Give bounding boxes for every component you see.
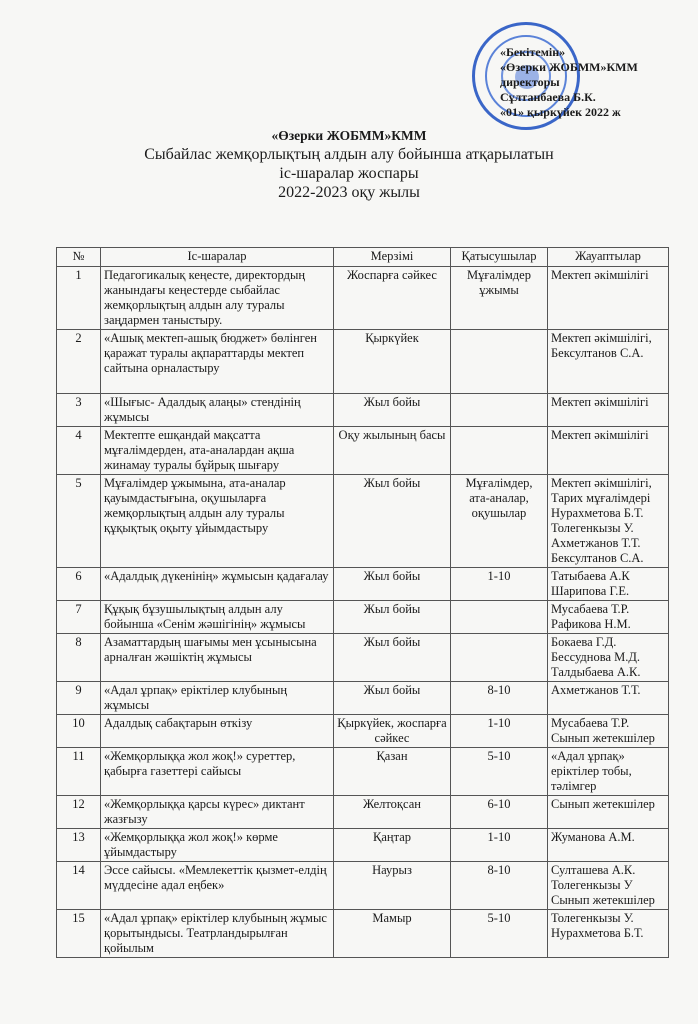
- table-row: [57, 475, 669, 568]
- document-title: [0, 145, 698, 202]
- participants-cell: 8-10: [451, 682, 548, 715]
- participants-cell: [451, 427, 548, 475]
- title-line: Сыбайлас жемқорлықтың алдын алу бойынша атқарылатын: [144, 146, 554, 163]
- column-header-number: №: [57, 248, 101, 267]
- approval-line: «Бекітемін»: [500, 45, 566, 59]
- term-cell: Қыркүйек, жоспарға сәйкес: [334, 715, 451, 748]
- participants-cell: 5-10: [451, 910, 548, 958]
- table-row: [57, 862, 669, 910]
- term-cell: Мамыр: [334, 910, 451, 958]
- participants-cell: [451, 601, 548, 634]
- table-row: [57, 748, 669, 796]
- responsible-cell: Мектеп әкімшілігі, Тарих мұғалімдері Нурахметова Б.Т. Толегенкызы У. Ахметжанов Т.Т. Бексултанов С.А.: [548, 475, 669, 568]
- table-row: [57, 796, 669, 829]
- table-row: [57, 394, 669, 427]
- participants-cell: 8-10: [451, 862, 548, 910]
- approval-line: директоры: [500, 75, 560, 89]
- responsible-cell: Бокаева Г.Д. Бессуднова М.Д. Талдыбаева А.К.: [548, 634, 669, 682]
- event-cell: Мектепте ешқандай мақсатта мұғалімдерден, ата-аналардан ақша жинамау туралы бұйрық шығару: [101, 427, 334, 475]
- participants-cell: 5-10: [451, 748, 548, 796]
- title-line: іс-шаралар жоспары: [279, 165, 419, 182]
- event-cell: «Шығыс- Адалдық алаңы» стендінің жұмысы: [101, 394, 334, 427]
- participants-cell: 1-10: [451, 568, 548, 601]
- column-header-responsible: Жауаптылар: [548, 248, 669, 267]
- participants-cell: 1-10: [451, 829, 548, 862]
- event-cell: Құқық бұзушылықтың алдын алу бойынша «Сенім жәшігінің» жұмысы: [101, 601, 334, 634]
- responsible-cell: Татыбаева А.К Шарипова Г.Е.: [548, 568, 669, 601]
- event-cell: «Адал ұрпақ» еріктілер клубының жұмыс қорытындысы. Театрландырылған қойылым: [101, 910, 334, 958]
- event-cell: Эссе сайысы. «Мемлекеттік қызмет-елдің мүддесіне адал еңбек»: [101, 862, 334, 910]
- table-row: [57, 682, 669, 715]
- row-number: 6: [57, 568, 101, 601]
- table-row: [57, 601, 669, 634]
- event-cell: «Жемқорлыққа жол жоқ!» көрме ұйымдастыру: [101, 829, 334, 862]
- plan-table: [56, 247, 669, 958]
- table-body: [57, 267, 669, 958]
- term-cell: Жыл бойы: [334, 634, 451, 682]
- participants-cell: [451, 394, 548, 427]
- approval-line: Сұлтанбаева Б.К.: [500, 90, 596, 104]
- row-number: 15: [57, 910, 101, 958]
- event-cell: Мұғалімдер ұжымына, ата-аналар қауымдастығына, оқушыларға жемқорлықтың алдын алу туралы құқықтық оқыту ұйымдастыру: [101, 475, 334, 568]
- event-cell: «Жемқорлыққа қарсы күрес» диктант жазғызу: [101, 796, 334, 829]
- table-row: [57, 910, 669, 958]
- event-cell: «Адалдық дүкенінің» жұмысын қадағалау: [101, 568, 334, 601]
- table-row: [57, 267, 669, 330]
- event-cell: Адалдық сабақтарын өткізу: [101, 715, 334, 748]
- responsible-cell: Жуманова А.М.: [548, 829, 669, 862]
- row-number: 9: [57, 682, 101, 715]
- table-row: [57, 829, 669, 862]
- column-header-event: Іс-шаралар: [101, 248, 334, 267]
- term-cell: Жыл бойы: [334, 601, 451, 634]
- term-cell: Жыл бойы: [334, 394, 451, 427]
- row-number: 2: [57, 330, 101, 394]
- term-cell: Желтоқсан: [334, 796, 451, 829]
- responsible-cell: Мектеп әкімшілігі: [548, 267, 669, 330]
- table-row: [57, 715, 669, 748]
- row-number: 8: [57, 634, 101, 682]
- participants-cell: Мұғалімдер ұжымы: [451, 267, 548, 330]
- event-cell: «Ашық мектеп-ашық бюджет» бөлінген қаражат туралы ақпараттарды мектеп сайтына орналастыру: [101, 330, 334, 394]
- participants-cell: Мұғалімдер, ата-аналар, оқушылар: [451, 475, 548, 568]
- column-header-participants: Қатысушылар: [451, 248, 548, 267]
- table-row: [57, 568, 669, 601]
- row-number: 1: [57, 267, 101, 330]
- organization-name: «Өзерки ЖОБММ»КММ: [271, 128, 427, 143]
- responsible-cell: Сынып жетекшілер: [548, 796, 669, 829]
- row-number: 5: [57, 475, 101, 568]
- row-number: 11: [57, 748, 101, 796]
- term-cell: Жыл бойы: [334, 475, 451, 568]
- approval-block: [500, 45, 638, 120]
- term-cell: Жыл бойы: [334, 682, 451, 715]
- event-cell: «Жемқорлыққа жол жоқ!» суреттер, қабырға газеттері сайысы: [101, 748, 334, 796]
- approval-line: «01» қыркүйек 2022 ж: [500, 105, 621, 119]
- row-number: 13: [57, 829, 101, 862]
- event-cell: Педагогикалық кеңесте, директордың жанындағы кеңестерде сыбайлас жемқорлықтың алдын алу туралы заңдармен таныстыру.: [101, 267, 334, 330]
- term-cell: Жоспарға сәйкес: [334, 267, 451, 330]
- participants-cell: 6-10: [451, 796, 548, 829]
- responsible-cell: Мектеп әкімшілігі: [548, 427, 669, 475]
- column-header-term: Мерзімі: [334, 248, 451, 267]
- term-cell: Оқу жылының басы: [334, 427, 451, 475]
- responsible-cell: Ахметжанов Т.Т.: [548, 682, 669, 715]
- approval-line: «Өзерки ЖОБММ»КММ: [500, 60, 638, 74]
- table-row: [57, 634, 669, 682]
- title-line: 2022-2023 оқу жылы: [278, 184, 420, 201]
- event-cell: «Адал ұрпақ» еріктілер клубының жұмысы: [101, 682, 334, 715]
- term-cell: Қыркүйек: [334, 330, 451, 394]
- responsible-cell: «Адал ұрпақ» еріктілер тобы, тәлімгер: [548, 748, 669, 796]
- event-cell: Азаматтардың шағымы мен ұсынысына арналған жәшіктің жұмысы: [101, 634, 334, 682]
- responsible-cell: Мусабаева Т.Р. Рафикова Н.М.: [548, 601, 669, 634]
- row-number: 12: [57, 796, 101, 829]
- row-number: 14: [57, 862, 101, 910]
- term-cell: Жыл бойы: [334, 568, 451, 601]
- row-number: 7: [57, 601, 101, 634]
- participants-cell: 1-10: [451, 715, 548, 748]
- participants-cell: [451, 330, 548, 394]
- row-number: 4: [57, 427, 101, 475]
- responsible-cell: Мусабаева Т.Р. Сынып жетекшілер: [548, 715, 669, 748]
- term-cell: Наурыз: [334, 862, 451, 910]
- table-header-row: [57, 248, 669, 267]
- row-number: 10: [57, 715, 101, 748]
- responsible-cell: Мектеп әкімшілігі: [548, 394, 669, 427]
- table-row: [57, 330, 669, 394]
- responsible-cell: Султашева А.К. Толегенкызы У Сынып жетекшілер: [548, 862, 669, 910]
- responsible-cell: Мектеп әкімшілігі, Бексултанов С.А.: [548, 330, 669, 394]
- table-row: [57, 427, 669, 475]
- row-number: 3: [57, 394, 101, 427]
- participants-cell: [451, 634, 548, 682]
- responsible-cell: Толегенкызы У. Нурахметова Б.Т.: [548, 910, 669, 958]
- term-cell: Қазан: [334, 748, 451, 796]
- term-cell: Қаңтар: [334, 829, 451, 862]
